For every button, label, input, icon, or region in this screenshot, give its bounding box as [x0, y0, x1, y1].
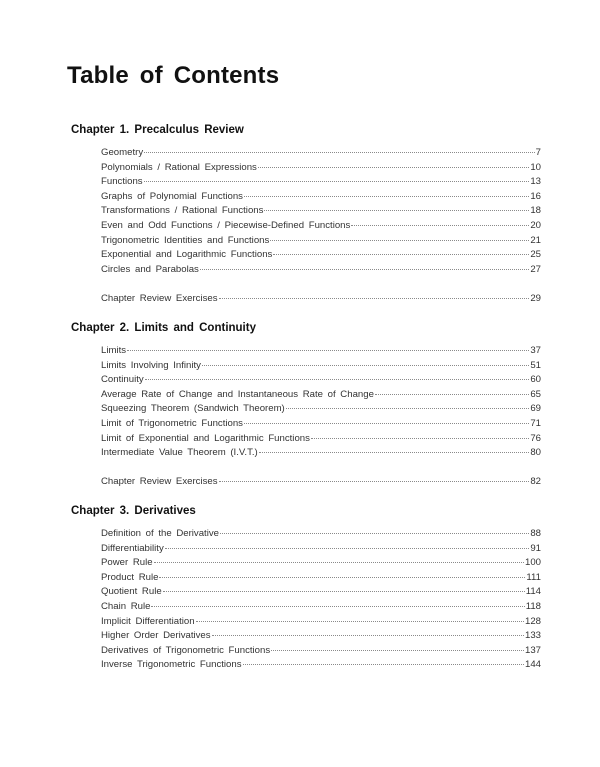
chapter-1 — [71, 123, 541, 307]
entry-label: Polynomials / Rational Expressions — [101, 161, 257, 173]
entry-label: Limit of Trigonometric Functions — [101, 417, 243, 429]
toc-entry[interactable] — [101, 644, 541, 659]
entry-page-number: 10 — [530, 161, 541, 173]
toc-entry[interactable] — [101, 527, 541, 542]
chapter-heading: Chapter 1. Precalculus Review — [71, 124, 244, 136]
dot-leader — [144, 152, 535, 153]
entry-label: Intermediate Value Theorem (I.V.T.) — [101, 447, 258, 459]
dot-leader — [219, 298, 530, 299]
entry-label: Derivatives of Trigonometric Functions — [101, 644, 271, 656]
toc-entry[interactable] — [101, 600, 541, 615]
chapter-entries — [101, 344, 541, 490]
dot-leader — [145, 379, 530, 380]
chapter-entries — [101, 527, 541, 673]
chapter-entries — [101, 146, 541, 307]
entry-page-number: 69 — [530, 403, 541, 415]
entry-page-number: 128 — [524, 615, 541, 627]
dot-leader — [151, 606, 524, 607]
entry-label: Trigonometric Identities and Functions — [101, 234, 270, 246]
entry-label: Limit of Exponential and Logarithmic Functions — [101, 432, 310, 444]
dot-leader — [159, 577, 525, 578]
dot-leader — [212, 635, 524, 636]
toc-entry[interactable] — [101, 175, 541, 190]
entry-label: Chapter Review Exercises — [101, 476, 218, 488]
entry-label: Squeezing Theorem (Sandwich Theorem) — [101, 403, 285, 415]
entry-label: Higher Order Derivatives — [101, 630, 211, 642]
dot-leader — [273, 254, 529, 255]
entry-page-number: 25 — [530, 249, 541, 261]
entry-label: Functions — [101, 176, 143, 188]
dot-leader — [219, 481, 530, 482]
entry-page-number: 114 — [525, 586, 541, 598]
entry-label: Chain Rule — [101, 600, 151, 612]
entry-label: Circles and Parabolas — [101, 263, 199, 275]
toc-entry[interactable] — [101, 629, 541, 644]
page-title: Table of Contents — [67, 62, 280, 89]
entry-label: Power Rule — [101, 557, 153, 569]
entry-label: Limits — [101, 345, 127, 356]
entry-label: Limits Involving Infinity — [101, 359, 201, 371]
toc-entry[interactable] — [101, 234, 541, 249]
toc-entry[interactable] — [101, 556, 541, 571]
dot-leader — [127, 350, 529, 351]
toc-entry[interactable] — [101, 161, 541, 176]
toc-entry[interactable] — [101, 204, 541, 219]
entry-page-number: 137 — [524, 644, 541, 656]
chapter-3 — [71, 504, 541, 673]
entry-label: Graphs of Polynomial Functions — [101, 190, 243, 202]
toc-entry[interactable] — [101, 658, 541, 673]
entry-page-number: 100 — [524, 557, 541, 569]
entry-label: Implicit Differentiation — [101, 615, 195, 627]
toc-entry[interactable] — [101, 446, 541, 461]
toc-entry[interactable] — [101, 571, 541, 586]
dot-leader — [271, 650, 524, 651]
entry-page-number: 16 — [530, 190, 541, 202]
entry-page-number: 76 — [530, 432, 541, 444]
entry-label: Continuity — [101, 374, 144, 386]
dot-leader — [154, 562, 524, 563]
entry-page-number: 65 — [530, 388, 541, 400]
toc-entry[interactable] — [101, 373, 541, 388]
toc-entry[interactable] — [101, 388, 541, 403]
dot-leader — [264, 210, 529, 211]
dot-leader — [220, 533, 529, 534]
dot-leader — [196, 621, 524, 622]
entry-page-number: 13 — [530, 176, 541, 188]
dot-leader — [163, 591, 525, 592]
dot-leader — [286, 408, 530, 409]
toc-entry[interactable] — [101, 219, 541, 234]
entry-page-number: 88 — [530, 528, 541, 539]
toc-entry[interactable] — [101, 402, 541, 417]
toc-entry[interactable] — [101, 146, 541, 161]
entry-page-number: 51 — [530, 359, 541, 371]
chapter-heading: Chapter 3. Derivatives — [71, 505, 196, 517]
toc-entry[interactable] — [101, 585, 541, 600]
toc-entry-review[interactable] — [101, 292, 541, 307]
entry-page-number: 80 — [530, 447, 541, 459]
entry-page-number: 118 — [525, 600, 541, 612]
entry-page-number: 20 — [530, 219, 541, 231]
dot-leader — [311, 438, 529, 439]
entry-label: Exponential and Logarithmic Functions — [101, 249, 273, 261]
entry-page-number: 91 — [530, 542, 541, 554]
entry-page-number: 60 — [530, 374, 541, 386]
entry-page-number: 71 — [530, 417, 541, 429]
entry-label: Chapter Review Exercises — [101, 292, 218, 304]
entry-label: Transformations / Rational Functions — [101, 205, 264, 217]
entry-page-number: 82 — [530, 476, 541, 488]
dot-leader — [202, 365, 529, 366]
entry-label: Inverse Trigonometric Functions — [101, 659, 242, 671]
dot-leader — [243, 664, 524, 665]
toc-entry[interactable] — [101, 615, 541, 630]
toc-entry[interactable] — [101, 190, 541, 205]
dot-leader — [375, 394, 529, 395]
chapter-2 — [71, 321, 541, 490]
entry-page-number: 144 — [524, 659, 541, 671]
toc-entry[interactable] — [101, 248, 541, 263]
dot-leader — [258, 167, 529, 168]
entry-label: Product Rule — [101, 571, 159, 583]
entry-page-number: 18 — [530, 205, 541, 217]
dot-leader — [244, 423, 529, 424]
entry-page-number: 111 — [526, 571, 541, 583]
entry-page-number: 29 — [530, 292, 541, 304]
chapter-heading: Chapter 2. Limits and Continuity — [71, 322, 256, 334]
toc-entry[interactable] — [101, 359, 541, 374]
toc-entry[interactable] — [101, 417, 541, 432]
entry-page-number: 37 — [530, 345, 541, 356]
entry-label: Quotient Rule — [101, 586, 162, 598]
toc-entry[interactable] — [101, 344, 541, 359]
entry-page-number: 7 — [535, 147, 541, 158]
entry-label: Geometry — [101, 147, 144, 158]
dot-leader — [259, 452, 530, 453]
toc-entry[interactable] — [101, 542, 541, 557]
entry-label: Average Rate of Change and Instantaneous Rate of Change — [101, 388, 374, 400]
entry-label: Definition of the Derivative — [101, 528, 219, 539]
dot-leader — [165, 548, 530, 549]
dot-leader — [270, 240, 529, 241]
entry-page-number: 133 — [524, 630, 541, 642]
entry-label: Differentiability — [101, 542, 164, 554]
entry-page-number: 27 — [530, 263, 541, 275]
dot-leader — [200, 269, 529, 270]
entry-page-number: 21 — [530, 234, 541, 246]
dot-leader — [351, 225, 529, 226]
toc-entry[interactable] — [101, 263, 541, 278]
toc-entry[interactable] — [101, 432, 541, 447]
dot-leader — [144, 181, 530, 182]
dot-leader — [244, 196, 529, 197]
entry-label: Even and Odd Functions / Piecewise-Defined Functions — [101, 219, 351, 231]
toc-entry-review[interactable] — [101, 475, 541, 490]
